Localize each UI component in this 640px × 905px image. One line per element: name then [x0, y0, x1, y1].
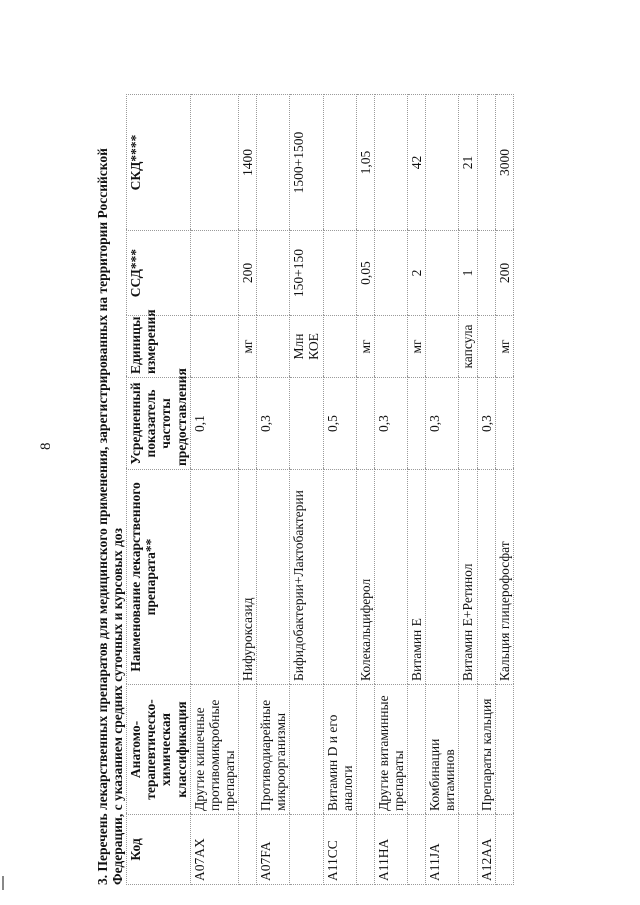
- header-code: Код: [127, 815, 190, 885]
- unit-cell: [426, 316, 459, 378]
- header-drug-name: Наименование лекарственного препарата**: [127, 470, 190, 685]
- ssd-cell: [426, 231, 459, 316]
- table-row: [426, 95, 459, 885]
- ssd-cell: [477, 231, 495, 316]
- unit-cell: мг: [408, 316, 426, 378]
- drug-name-cell: Бифидобактерии+Лактобактерии: [290, 470, 323, 685]
- section-heading: 3. Перечень лекарственных препаратов для медицинского применения, зарегистрированных на территории Российской Федерации, с указанием средних суточных и курсовых доз: [95, 148, 126, 885]
- unit-cell: мг: [238, 316, 256, 378]
- drug-name-cell: [257, 470, 290, 685]
- ssd-cell: [190, 231, 238, 316]
- skd-cell: 1,05: [356, 95, 374, 231]
- code-cell: [408, 815, 426, 885]
- skd-cell: 1400: [238, 95, 256, 231]
- skd-cell: [374, 95, 407, 231]
- drug-name-cell: [477, 470, 495, 685]
- code-cell: A11CC: [323, 815, 356, 885]
- ssd-cell: [257, 231, 290, 316]
- frequency-cell: 0,3: [257, 378, 290, 470]
- ssd-cell: [323, 231, 356, 316]
- skd-cell: [257, 95, 290, 231]
- drug-table: [126, 94, 514, 885]
- table-row: [290, 95, 323, 885]
- drug-name-cell: Колекальциферол: [356, 470, 374, 685]
- table-row: [477, 95, 495, 885]
- ssd-cell: 1: [459, 231, 477, 316]
- skd-cell: 3000: [495, 95, 513, 231]
- frequency-cell: [459, 378, 477, 470]
- skd-cell: [426, 95, 459, 231]
- header-atc: Анатомо-терапевтическо-химическая классификация: [127, 685, 190, 815]
- code-cell: A07AX: [190, 815, 238, 885]
- atc-cell: [356, 685, 374, 815]
- atc-cell: Другие кишечные противомикробные препараты: [190, 685, 238, 815]
- ssd-cell: [374, 231, 407, 316]
- frequency-cell: 0,1: [190, 378, 238, 470]
- code-cell: [356, 815, 374, 885]
- drug-name-cell: Нифуроксазид: [238, 470, 256, 685]
- drug-name-cell: [374, 470, 407, 685]
- table-row: [238, 95, 256, 885]
- skd-cell: [190, 95, 238, 231]
- skd-cell: [477, 95, 495, 231]
- drug-name-cell: [323, 470, 356, 685]
- skd-cell: 1500+1500: [290, 95, 323, 231]
- table-row: [459, 95, 477, 885]
- drug-name-cell: [190, 470, 238, 685]
- unit-cell: мг: [495, 316, 513, 378]
- table-row: [408, 95, 426, 885]
- header-frequency: Усредненный показатель частоты предоставления: [127, 378, 190, 470]
- table-row: [356, 95, 374, 885]
- ssd-cell: 0,05: [356, 231, 374, 316]
- ssd-cell: 200: [238, 231, 256, 316]
- table-header-row: [127, 95, 190, 885]
- unit-cell: [257, 316, 290, 378]
- unit-cell: капсула: [459, 316, 477, 378]
- frequency-cell: 0,3: [477, 378, 495, 470]
- frequency-cell: [290, 378, 323, 470]
- atc-cell: [495, 685, 513, 815]
- drug-name-cell: Витамин Е: [408, 470, 426, 685]
- atc-cell: [459, 685, 477, 815]
- atc-cell: Витамин D и его аналоги: [323, 685, 356, 815]
- code-cell: [459, 815, 477, 885]
- code-cell: [238, 815, 256, 885]
- ssd-cell: 150+150: [290, 231, 323, 316]
- edge-mark: [2, 876, 4, 890]
- table-row: [323, 95, 356, 885]
- skd-cell: [323, 95, 356, 231]
- frequency-cell: 0,3: [426, 378, 459, 470]
- rotated-page-content: [95, 85, 555, 885]
- skd-cell: 42: [408, 95, 426, 231]
- frequency-cell: [495, 378, 513, 470]
- header-skd: СКД****: [127, 95, 190, 231]
- unit-cell: Млн КОЕ: [290, 316, 323, 378]
- table-row: [190, 95, 238, 885]
- ssd-cell: 2: [408, 231, 426, 316]
- code-cell: A12AA: [477, 815, 495, 885]
- atc-cell: Противодиарейные микроорганизмы: [257, 685, 290, 815]
- frequency-cell: [408, 378, 426, 470]
- unit-cell: [190, 316, 238, 378]
- code-cell: A11JA: [426, 815, 459, 885]
- table-body: [190, 95, 513, 885]
- drug-name-cell: Витамин Е+Ретинол: [459, 470, 477, 685]
- page-number: 8: [38, 442, 54, 450]
- atc-cell: Препараты кальция: [477, 685, 495, 815]
- table-row: [257, 95, 290, 885]
- atc-cell: [290, 685, 323, 815]
- code-cell: [290, 815, 323, 885]
- atc-cell: Комбинации витаминов: [426, 685, 459, 815]
- table-row: [495, 95, 513, 885]
- header-unit: Единицы измерения: [127, 316, 190, 378]
- atc-cell: [238, 685, 256, 815]
- atc-cell: Другие витаминные препараты: [374, 685, 407, 815]
- atc-cell: [408, 685, 426, 815]
- skd-cell: 21: [459, 95, 477, 231]
- header-ssd: ССД***: [127, 231, 190, 316]
- frequency-cell: [356, 378, 374, 470]
- unit-cell: [477, 316, 495, 378]
- code-cell: A11HA: [374, 815, 407, 885]
- frequency-cell: [238, 378, 256, 470]
- frequency-cell: 0,5: [323, 378, 356, 470]
- table-row: [374, 95, 407, 885]
- unit-cell: мг: [356, 316, 374, 378]
- frequency-cell: 0,3: [374, 378, 407, 470]
- unit-cell: [323, 316, 356, 378]
- unit-cell: [374, 316, 407, 378]
- code-cell: A07FA: [257, 815, 290, 885]
- code-cell: [495, 815, 513, 885]
- ssd-cell: 200: [495, 231, 513, 316]
- drug-name-cell: Кальция глицерофосфат: [495, 470, 513, 685]
- drug-name-cell: [426, 470, 459, 685]
